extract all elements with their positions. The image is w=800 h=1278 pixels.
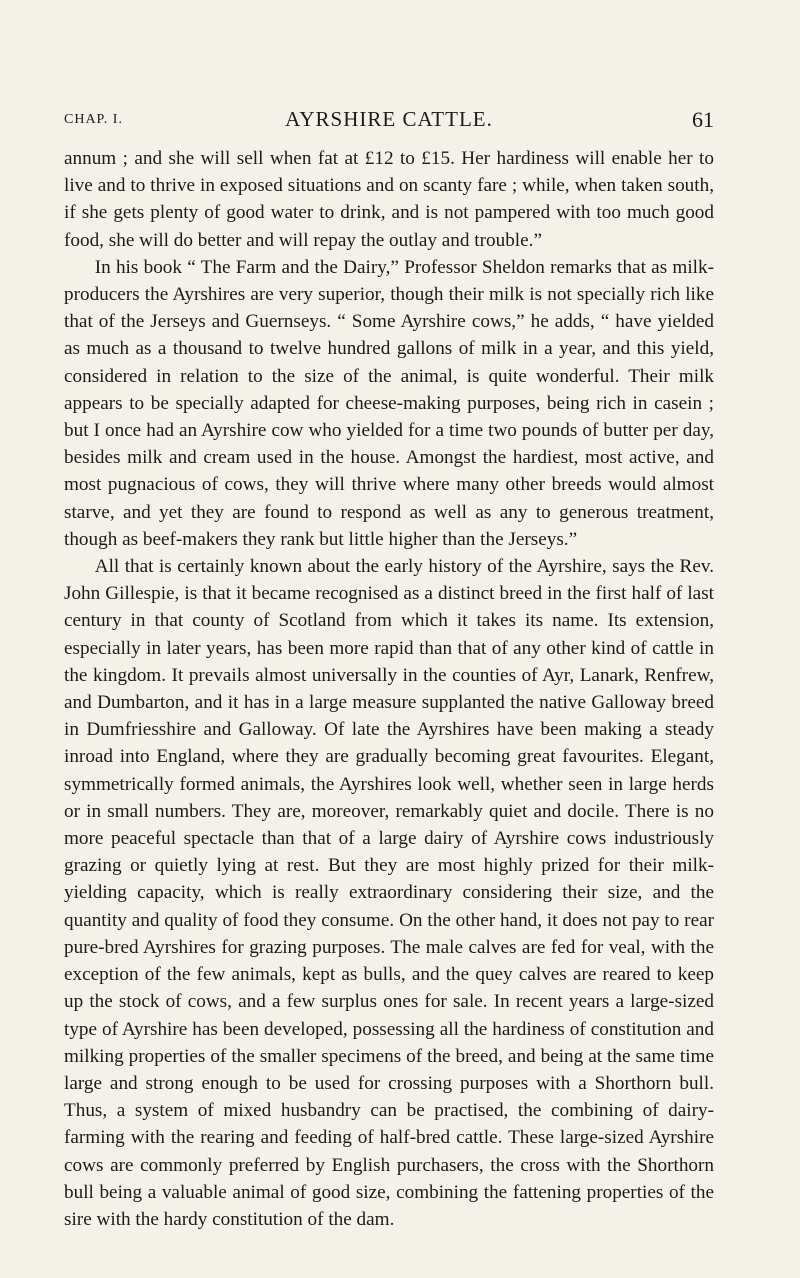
- running-title: AYRSHIRE CATTLE.: [285, 107, 493, 131]
- chapter-label: CHAP. I.: [64, 112, 123, 127]
- paragraph-history: All that is certainly known about the early history of the Ayrshire, says the Rev. John Gillespie, is that it became recognised as a distinct breed in the first half of last century in that county of Scotland from which it takes its name. Its extension, especially in later years, has been more rapid than that of any other kind of cattle in the kingdom. It prevails almost universally in the counties of Ayr, Lanark, Renfrew, and Dumbarton, and it has in a large measure supplanted the native Galloway breed in Dumfriesshire and Galloway. Of late the Ayrshires have been making a steady inroad into England, where they are gradually becoming great favourites. Elegant, symmetrically formed animals, the Ayrshires look well, whether seen in large herds or in small numbers. They are, moreover, remarkably quiet and docile. There is no more peaceful spectacle than that of a large dairy of Ayrshire cows industriously grazing or quietly lying at rest. But they are most highly prized for their milk-yielding capacity, which is really extraordinary considering their size, and the quantity and quality of food they consume. On the other hand, it does not pay to rear pure-bred Ayrshires for grazing purposes. The male calves are fed for veal, with the exception of the few animals, kept as bulls, and the quey calves are reared to keep up the stock of cows, and a few surplus ones for sale. In recent years a large-sized type of Ayrshire has been developed, possessing all the hardiness of constitution and milking properties of the smaller specimens of the breed, and being at the same time large and strong enough to be used for crossing purposes with a Shorthorn bull. Thus, a system of mixed husbandry can be practised, the combining of dairy-farming with the rearing and feeding of half-bred cattle. These large-sized Ayrshire cows are commonly preferred by English purchasers, the cross with the Shorthorn bull being a valuable animal of good size, combining the fattening properties of the sire with the hardy constitution of the dam.: [64, 556, 714, 1230]
- body-text: [64, 145, 714, 1233]
- running-head: [64, 107, 714, 137]
- paragraph-sheldon: In his book “ The Farm and the Dairy,” Professor Sheldon remarks that as milk-producers the Ayrshires are very superior, though their milk is not specially rich like that of the Jerseys and Guernseys. “ Some Ayrshire cows,” he adds, “ have yielded as much as a thousand to twelve hundred gallons of milk in a year, and this yield, considered in relation to the size of the animal, is quite wonderful. Their milk appears to be specially adapted for cheese-making purposes, being rich in casein ; but I once had an Ayrshire cow who yielded for a time two pounds of butter per day, besides milk and cream used in the house. Amongst the hardiest, most active, and most pugnacious of cows, they will thrive where many other breeds would almost starve, and yet they are found to respond as well as any to generous treatment, though as beef-makers they rank but little higher than the Jerseys.”: [64, 256, 714, 550]
- paragraph-continuation: annum ; and she will sell when fat at £12 to £15. Her hardiness will enable her to live and to thrive in exposed situations and on scanty fare ; while, when taken south, if she gets plenty of good water to drink, and is not pampered with too much good food, she will do better and will repay the outlay and trouble.”: [64, 148, 714, 251]
- page-number: 61: [692, 107, 714, 132]
